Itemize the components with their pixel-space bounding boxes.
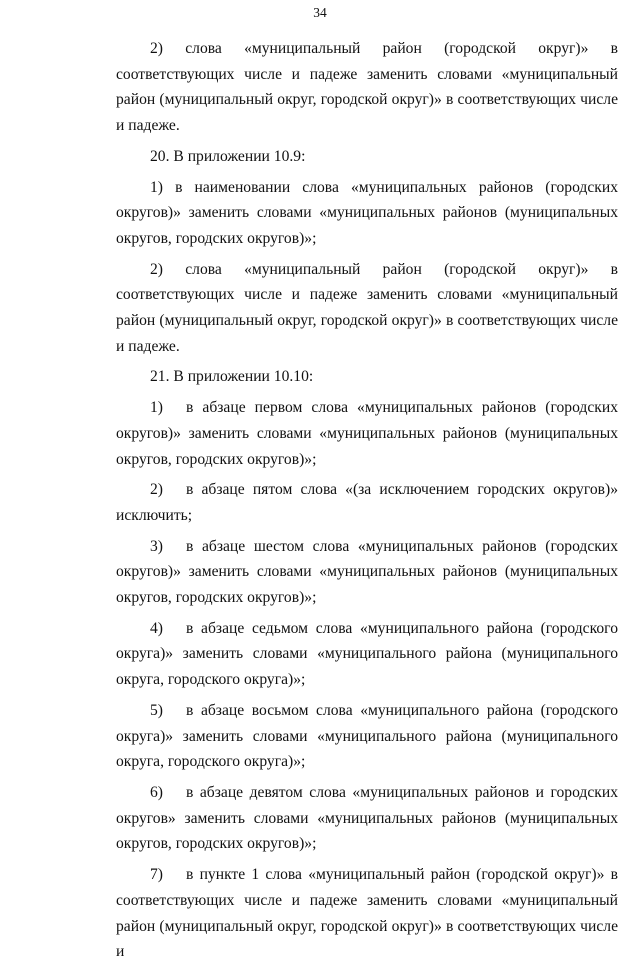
list-item-2 xyxy=(116,477,618,528)
paragraph-2-replace: 2) слова «муниципальный район (городской округ)» в соответствующих числе и падеже заменить словами «муниципальный район (муниципальный округ, городской округ)» в соответствующих числе и падеже. xyxy=(116,40,618,135)
list-item-text: в пункте 1 слова «муниципальный район (городской округ)» в соответствующих числе и падеже заменить словами «муниципальный район (муниципальный округ, городской округ)» в соответствующих числе и xyxy=(116,866,618,961)
list-item-number: 3) xyxy=(150,537,163,555)
list-item-number: 6) xyxy=(150,783,163,801)
list-item-text: в абзаце первом слова «муниципальных районов (городских округов)» заменить словами «муниципальных районов (муниципальных округов, городских округов)»; xyxy=(116,399,618,468)
list-item-number: 7) xyxy=(150,866,163,884)
list-item-text: в абзаце девятом слова «муниципальных районов и городских округов» заменить словами «муниципальных районов (муниципальных округов, городских округов)»; xyxy=(116,783,618,853)
section-21-heading: 21. В приложении 10.10: xyxy=(150,368,314,386)
paragraph-2-replace-10-9: 2) слова «муниципальный район (городской округ)» в соответствующих числе и падеже заменить словами «муниципальный район (муниципальный округ, городской округ)» в соответствующих числе и падеже. xyxy=(116,260,618,355)
list-item-text: в абзаце шестом слова «муниципальных районов (городских округов)» заменить словами «муниципальных районов (муниципальных округов, городских округов)»; xyxy=(116,537,618,607)
page-number: 34 xyxy=(313,5,327,20)
list-item-5 xyxy=(116,698,618,775)
list-item-6 xyxy=(116,780,618,857)
list-item-4 xyxy=(116,616,618,693)
list-item-number: 1) xyxy=(150,399,163,417)
document-body xyxy=(116,36,618,965)
list-item-3 xyxy=(116,534,618,611)
list-item-number: 2) xyxy=(150,481,163,499)
list-item-number: 4) xyxy=(150,619,163,637)
list-item-1 xyxy=(116,395,618,472)
list-item-7 xyxy=(116,862,618,965)
list-item-text: в абзаце седьмом слова «муниципального района (городского округа)» заменить словами «муниципального района (муниципального округа, городского округа)»; xyxy=(116,619,618,689)
paragraph-1-title-replace: 1) в наименовании слова «муниципальных районов (городских округов)» заменить словами «муниципальных районов (муниципальных округов, городских округов)»; xyxy=(116,178,618,247)
list-item-text: в абзаце восьмом слова «муниципального района (городского округа)» заменить словами «муниципального района (муниципального округа, городского округа)»; xyxy=(116,701,618,771)
list-item-text: в абзаце пятом слова «(за исключением городских округов)» исключить; xyxy=(116,481,618,524)
section-20-heading: 20. В приложении 10.9: xyxy=(150,147,306,165)
list-item-number: 5) xyxy=(150,701,163,719)
